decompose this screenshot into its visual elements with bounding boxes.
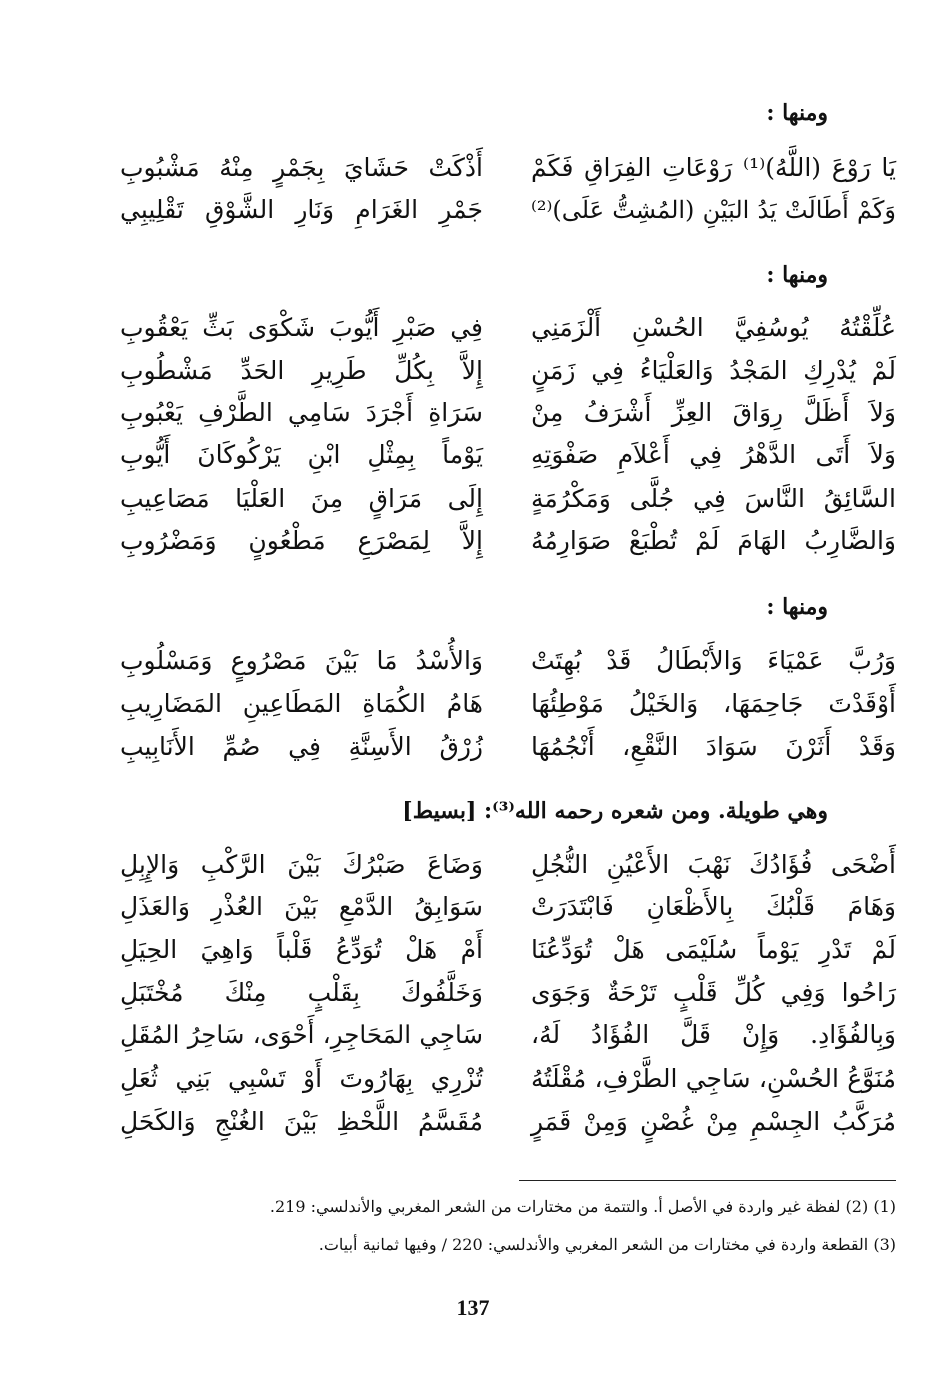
verse-second-hemistich: هَامُ الكُمَاةِ المَطَاعِينِ المَضَارِيبِ <box>120 689 483 718</box>
verse-second-hemistich: فِي صَبْرِ أَيُّوبَ شَكْوَى بَثِّ يَعْقُوبِ <box>120 313 483 342</box>
verse-first-hemistich: لَمْ تَدْرِ يَوْماً سُلَيْمَى هَلْ تُوَدِّعُنَا <box>531 935 896 964</box>
verse-second-hemistich: سَاجِي المَحَاجِرِ، أَحْوَى، سَاحِرُ المُقَلِ <box>120 1020 483 1049</box>
verse-line <box>0 727 946 767</box>
verse-second-hemistich: سَوَابِقُ الدَّمْعِ بَيْنَ العُذْرِ وَالعَذَلِ <box>120 892 483 921</box>
verse-second-hemistich: مُقَسَّمُ اللَّحْظِ بَيْنَ الغُنْجِ وَالكَحَلِ <box>120 1107 483 1136</box>
verse-first-hemistich: يَا رَوْعَ (اللَّهُ)⁽¹⁾ رَوْعَاتِ الفِرَاقِ فَكَمْ <box>531 153 897 182</box>
verse-line <box>0 1059 946 1099</box>
verse-first-hemistich: عُلِّقْتُهُ يُوسُفِيَّ الحُسْنِ أَلْزَمَنِي <box>531 313 896 342</box>
verse-first-hemistich: مُنَوَّعُ الحُسْنِ، سَاجِي الطَّرْفِ، مُقْلَتُهُ <box>531 1064 896 1093</box>
verse-line <box>0 973 946 1013</box>
verse-first-hemistich: وَقَدْ أَثَرْنَ سَوَادَ النَّقْعِ، أَنْجُمُهَا <box>531 732 896 761</box>
verse-second-hemistich: إِلاَّ لِمَصْرَعِ مَطْعُونٍ وَمَضْرُوبِ <box>120 526 483 555</box>
footnote: (1) (2) لفظة غير واردة في الأصل أ. والتتمة من مختارات من الشعر المغربي والأندلسي: 219. <box>269 1197 896 1216</box>
verse-line <box>0 1015 946 1055</box>
verse-first-hemistich: وَلاَ أَتَى الدَّهْرُ فِي أَعْلاَمِ صَفْوَتِهِ <box>531 440 896 469</box>
verse-first-hemistich: وَبِالفُؤَادِ. وَإِنْ قَلَّ الفُؤَادُ لَهُ، <box>531 1020 896 1049</box>
verse-second-hemistich: إِلَى مَرَاقٍ مِنَ العَلْيَا مَصَاعِيبِ <box>120 484 483 513</box>
verse-first-hemistich: وَالضَّارِبُ الهَامَ لَمْ تُطْبَعْ صَوَارِمُهُ <box>531 526 896 555</box>
verse-line <box>0 479 946 519</box>
verse-line <box>0 190 946 230</box>
verse-second-hemistich: زُرْقُ الأَسِنَّةِ فِي صُمِّ الأَنَابِيبِ <box>120 732 483 761</box>
verse-second-hemistich: أَمْ هَلْ تُوَدِّعُ قَلْباً وَاهِيَ الحِيَلِ <box>120 935 483 964</box>
verse-line <box>0 351 946 391</box>
verse-first-hemistich: وَلاَ أَظَلَّ رِوَاقَ العِزِّ أَشْرَفُ مِنْ <box>531 398 896 427</box>
verse-line <box>0 845 946 885</box>
verse-first-hemistich: وَكَمْ أَطَالَتْ يَدُ البَيْنِ (المُشِتُّ عَلَى)⁽²⁾ <box>531 196 896 224</box>
verse-second-hemistich: أَذْكَتْ حَشَايَ بِجَمْرٍ مِنْهُ مَشْبُوبِ <box>120 153 483 182</box>
verse-line <box>0 887 946 927</box>
verse-second-hemistich: إِلاَّ بِكُلِّ طَرِيرِ الحَدِّ مَشْطُوبِ <box>120 356 483 385</box>
footnote: (3) القطعة واردة في مختارات من الشعر المغربي والأندلسي: 220 / وفيها ثمانية أبيات. <box>318 1235 896 1254</box>
section-heading: ومنها : <box>766 594 828 620</box>
verse-second-hemistich: سَرَاةِ أَجْرَدَ سَامِي الطَّرْفِ يَعْبُوبِ <box>120 398 483 427</box>
verse-first-hemistich: أَوْقَدْتَ جَاحِمَهَا، وَالخَيْلُ مَوْطِئُهَا <box>531 689 896 718</box>
verse-first-hemistich: السَّائِقُ النَّاسَ فِي جُلَّى وَمَكْرُمَةٍ <box>531 484 896 513</box>
verse-line <box>0 1102 946 1142</box>
verse-first-hemistich: لَمْ يُدْرِكِ المَجْدُ وَالعَلْيَاءُ فِي زَمَنٍ <box>531 356 896 385</box>
verse-second-hemistich: وَخَلَّفُوكَ بِقَلْبٍ مِنْكَ مُخْتَبَلِ <box>120 978 483 1007</box>
section-heading: ومنها : <box>766 262 828 288</box>
verse-line <box>0 521 946 561</box>
verse-first-hemistich: وَهَامَ قَلْبُكَ بِالأَظْعَانِ فَابْتَدَرَتْ <box>531 892 896 921</box>
verse-first-hemistich: وَرُبَّ عَمْيَاءَ وَالأَبْطَالُ قَدْ بُهِتَتْ <box>531 646 896 675</box>
footnote-separator <box>519 1180 896 1181</box>
section-heading: وهي طويلة. ومن شعره رحمه الله⁽³⁾: [بسيط] <box>402 798 828 824</box>
verse-second-hemistich: تُزْرِي بِهَارُوتَ أَوْ تَسْبِي بَنِي ثُعَلِ <box>120 1064 483 1093</box>
verse-line <box>0 641 946 681</box>
verse-line <box>0 435 946 475</box>
verse-line <box>0 308 946 348</box>
verse-first-hemistich: أَضْحَى فُؤَادُكَ نَهْبَ الأَعْيُنِ النُّجُلِ <box>531 850 896 879</box>
verse-second-hemistich: يَوْماً بِمِثْلِ ابْنِ يَرْكُوكَانَ أَيُّوبِ <box>120 440 483 469</box>
verse-line <box>0 393 946 433</box>
verse-first-hemistich: مُرَكَّبُ الجِسْمِ مِنْ غُصْنٍ وَمِنْ قَمَرٍ <box>531 1107 896 1136</box>
verse-line <box>0 684 946 724</box>
verse-first-hemistich: رَاحُوا وَفِي كُلِّ قَلْبٍ تَرْحَةٌ وَجَوَى <box>531 978 896 1007</box>
verse-second-hemistich: وَضَاعَ صَبْرُكَ بَيْنَ الرَّكْبِ وَالإِبِلِ <box>120 850 483 879</box>
verse-line <box>0 930 946 970</box>
section-heading: ومنها : <box>766 100 828 126</box>
verse-second-hemistich: جَمْرِ الغَرَامِ وَنَارِ الشَّوْقِ تَقْلِيبِي <box>120 195 483 224</box>
page-number: 137 <box>456 1295 490 1320</box>
verse-line <box>0 148 946 188</box>
verse-second-hemistich: وَالأُسْدُ مَا بَيْنَ مَصْرُوعٍ وَمَسْلُوبِ <box>120 646 483 675</box>
